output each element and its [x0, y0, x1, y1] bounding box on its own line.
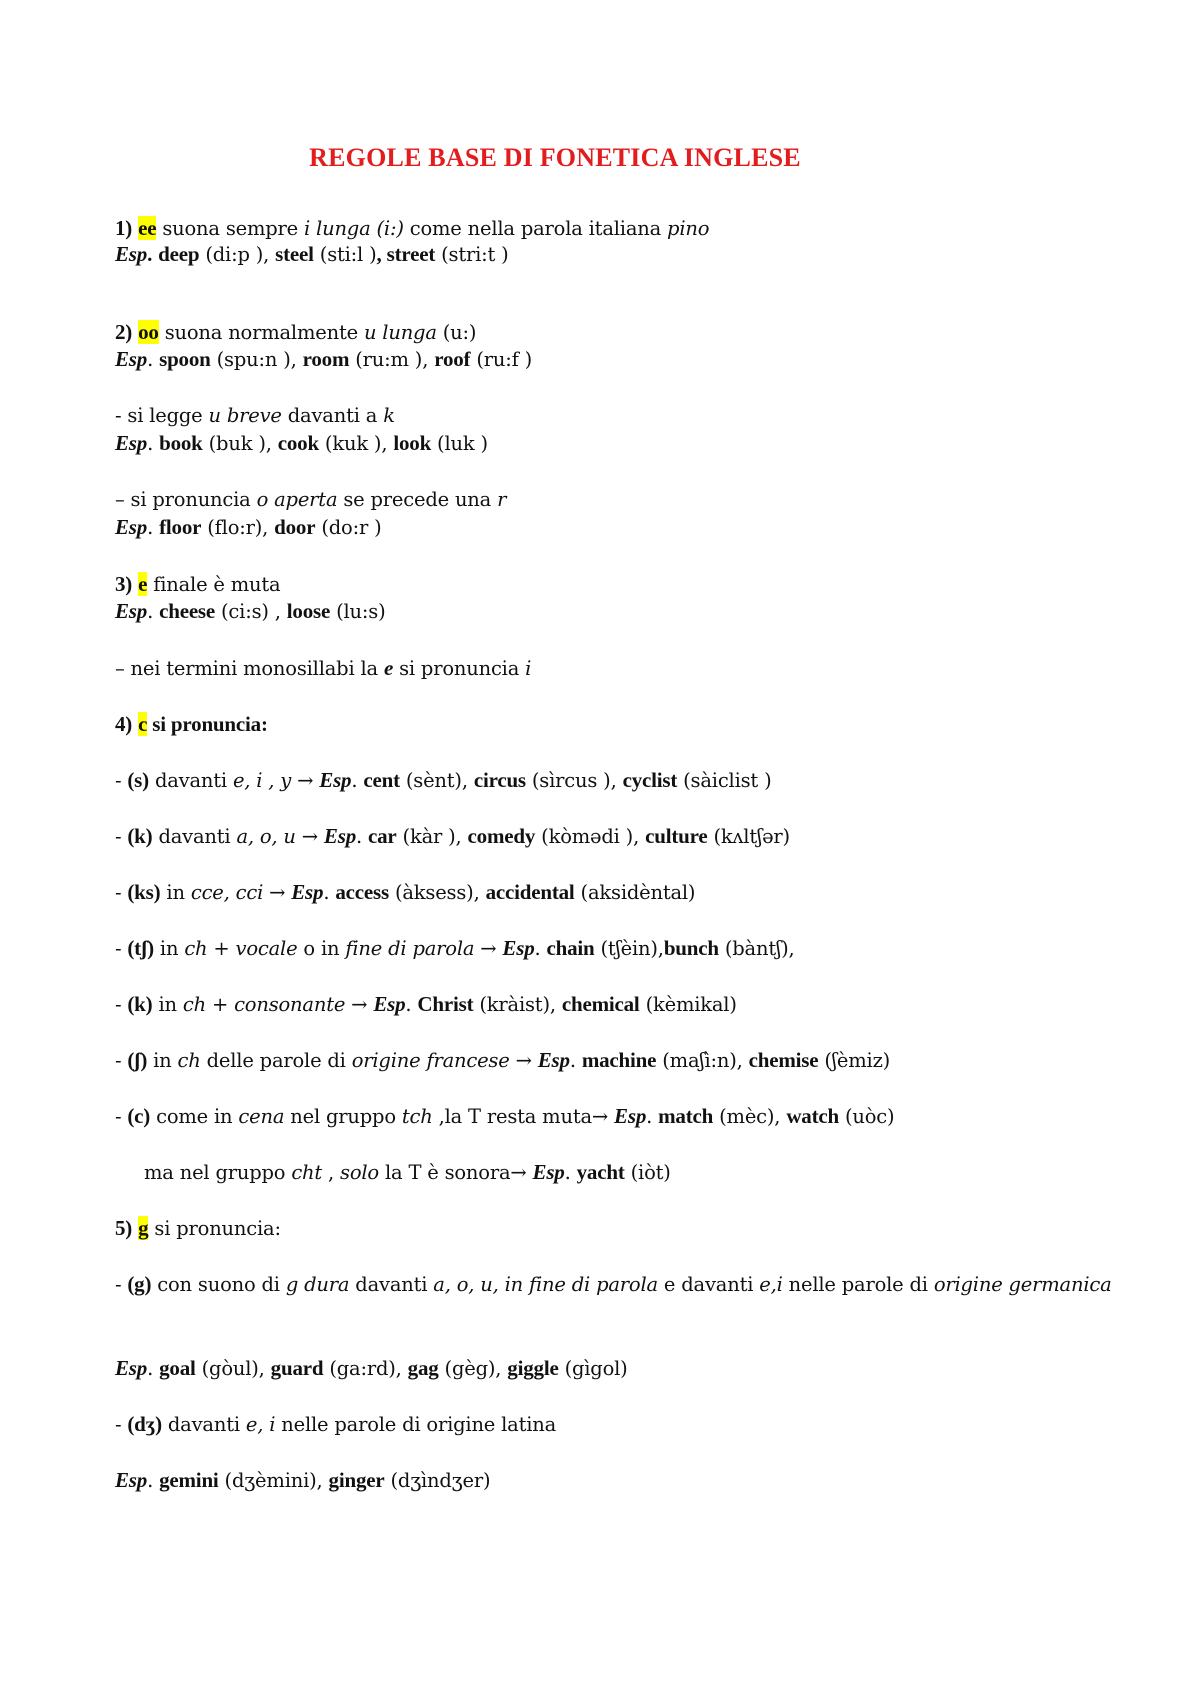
example-word: book [159, 431, 203, 455]
rule-5-g-soft: - (dʒ) davanti e, i nelle parole di origine latina [115, 1412, 557, 1436]
esp-label: Esp [614, 1104, 647, 1128]
rule-2-text: (u:) [436, 321, 477, 344]
phoneme-symbol: (dʒ) [127, 1412, 162, 1436]
line-text: delle parole di [200, 1049, 352, 1072]
phoneme-symbol: (tʃ) [127, 936, 154, 960]
line-text: nel gruppo [284, 1105, 402, 1128]
rule-3-number: 3) [115, 572, 133, 596]
rule-1-italic: i lunga (i:) [304, 217, 404, 240]
arrow: → [591, 1105, 615, 1128]
rule-1-key: ee [138, 216, 157, 240]
rule-4-line-s: - (s) davanti e, i , y → Esp. cent (sènt), circus (sìrcus ), cyclist (sàiclist ) [115, 768, 772, 792]
example-word: cent [363, 768, 400, 792]
line-text: davanti [161, 1413, 246, 1436]
esp-label: Esp [115, 347, 148, 371]
rule-4-heading [115, 710, 268, 739]
pronunciation: (kràist), [473, 993, 562, 1016]
pronunciation: (kèmikal) [639, 993, 737, 1016]
rule-5-g-soft-examples: Esp. gemini (dʒèmini), ginger (dʒìndʒer) [115, 1468, 491, 1492]
phoneme-symbol: (ks) [127, 880, 161, 904]
esp-label: Esp [502, 936, 535, 960]
line-italic: ch [177, 1049, 201, 1072]
line-text: davanti [148, 769, 233, 792]
note-text: ma nel gruppo [144, 1161, 292, 1184]
pronunciation: (di:p ), [199, 243, 276, 266]
example-word: watch [786, 1104, 839, 1128]
esp-label: Esp [115, 431, 148, 455]
example-word: circus [473, 768, 526, 792]
example-word: , street [376, 242, 436, 266]
phoneme-symbol: (ʃ) [127, 1048, 148, 1072]
line-text: davanti [152, 825, 237, 848]
arrow: → [509, 1049, 538, 1072]
example-word: guard [270, 1356, 324, 1380]
rule-4-note: ma nel gruppo cht , solo la T è sonora→ Esp. yacht (iòt) [144, 1160, 671, 1184]
phoneme-symbol: (s) [127, 768, 149, 792]
pronunciation: (kʌltʃər) [707, 825, 790, 848]
pronunciation: (gòul), [195, 1357, 271, 1380]
rule-1-text: suona sempre [156, 217, 305, 240]
example-word: roof [434, 347, 471, 371]
rule-3-heading [115, 570, 280, 599]
rule-3-text: finale è muta [147, 573, 281, 596]
rule-5-g-hard: - (g) con suono di g dura davanti a, o, u, in fine di parola e davanti e,i nelle parole di origine germanica [115, 1272, 1112, 1296]
rule-4-line-k: - (k) davanti a, o, u → Esp. car (kàr ), comedy (kòmədi ), culture (kʌltʃər) [115, 824, 790, 848]
example-word: Christ [417, 992, 474, 1016]
rule-2-subrule-2 [115, 486, 506, 514]
example-word: match [658, 1104, 714, 1128]
rule-2-subrule-1 [115, 402, 395, 430]
rule-4-key: c [138, 712, 148, 736]
line-text: davanti [349, 1273, 434, 1296]
example-word: chemise [748, 1048, 819, 1072]
line-text: o in [297, 937, 346, 960]
pronunciation: (dʒìndʒer) [384, 1469, 491, 1492]
pronunciation: (àksess), [388, 881, 486, 904]
example-word: yacht [576, 1160, 625, 1184]
pronunciation: (dʒèmini), [218, 1469, 329, 1492]
pronunciation: (kàr ), [396, 825, 468, 848]
rule-3-examples: Esp. cheese (ci:s) , loose (lu:s) [115, 599, 386, 623]
pronunciation: (stri:t ) [435, 243, 509, 266]
pronunciation: (bàntʃ), [718, 937, 795, 960]
pronunciation: (gèg), [438, 1357, 508, 1380]
rule-2-heading [115, 318, 476, 347]
esp-label: Esp [537, 1048, 570, 1072]
phoneme-symbol: (g) [127, 1272, 152, 1296]
pronunciation: (ci:s) , [215, 600, 287, 623]
rule-1-heading [115, 214, 709, 243]
rule-5-g-hard-examples: Esp. goal (gòul), guard (ga:rd), gag (gèg), giggle (gìgol) [115, 1356, 628, 1380]
phoneme-symbol: (k) [127, 824, 153, 848]
example-word: culture [645, 824, 708, 848]
rule-4-line-sh: - (ʃ) in ch delle parole di origine francese → Esp. machine (maʃì:n), chemise (ʃèmiz) [115, 1048, 891, 1072]
note-text: la T è sonora [378, 1161, 511, 1184]
rule-3-key: e [138, 572, 148, 596]
esp-label: Esp [532, 1160, 565, 1184]
pronunciation: (kuk ), [318, 432, 394, 455]
subrule-text: – si pronuncia [115, 488, 257, 511]
line-italic: a, o, u, in fine di parola [433, 1273, 658, 1296]
line-italic: ch + vocale [184, 937, 298, 960]
phoneme-symbol: (k) [127, 992, 153, 1016]
rule-1-examples: Esp. deep (di:p ), steel (sti:l ), street (stri:t ) [115, 242, 509, 266]
subrule-text: davanti a [281, 404, 384, 427]
subrule-text: – nei termini monosillabi la [115, 657, 384, 680]
example-word: chemical [561, 992, 640, 1016]
line-italic: e, i [245, 1413, 276, 1436]
esp-label: Esp [323, 824, 357, 848]
document-title: REGOLE BASE DI FONETICA INGLESE [309, 143, 801, 172]
esp-label: Esp [291, 880, 324, 904]
pronunciation: (aksidèntal) [574, 881, 696, 904]
line-text: in [160, 881, 191, 904]
example-word: steel [275, 242, 314, 266]
pronunciation: (ru:f ) [470, 348, 533, 371]
example-word: cheese [159, 599, 216, 623]
line-text: in [152, 993, 183, 1016]
line-text: con suono di [151, 1273, 286, 1296]
arrow: → [295, 825, 324, 848]
pronunciation: (tʃèin), [594, 937, 664, 960]
example-word: comedy [467, 824, 536, 848]
pronunciation: (sti:l ) [313, 243, 377, 266]
line-italic: e,i [759, 1273, 783, 1296]
example-word: deep [158, 242, 200, 266]
subrule-text: - si legge [115, 404, 209, 427]
line-text: come in [150, 1105, 239, 1128]
line-italic: cena [238, 1105, 285, 1128]
pronunciation: (luk ) [431, 432, 488, 455]
example-word: door [274, 515, 316, 539]
note-italic: cht [291, 1161, 323, 1184]
arrow: → [263, 881, 292, 904]
rule-5-number: 5) [115, 1216, 133, 1240]
example-word: room [302, 347, 350, 371]
esp-label: Esp [115, 515, 148, 539]
example-word: look [393, 431, 432, 455]
rule-4-line-ks: - (ks) in cce, cci → Esp. access (àksess), accidental (aksidèntal) [115, 880, 696, 904]
pronunciation: (ga:rd), [323, 1357, 408, 1380]
arrow: → [345, 993, 374, 1016]
rule-2-key: oo [138, 320, 159, 344]
rule-4-text: si pronuncia: [147, 712, 268, 736]
example-word: access [335, 880, 389, 904]
esp-label: Esp [373, 992, 406, 1016]
example-word: spoon [159, 347, 211, 371]
line-italic: e, i , y [232, 769, 292, 792]
pronunciation: (gìgol) [558, 1357, 628, 1380]
example-word: giggle [507, 1356, 559, 1380]
example-word: chain [546, 936, 595, 960]
rule-2-italic: u lunga [363, 321, 437, 344]
line-italic: g dura [285, 1273, 350, 1296]
phoneme-symbol: (c) [127, 1104, 151, 1128]
example-word: machine [581, 1048, 657, 1072]
line-italic: tch [401, 1105, 433, 1128]
example-word: gag [407, 1356, 439, 1380]
subrule-bold: e [383, 656, 394, 680]
example-word: cyclist [622, 768, 678, 792]
esp-label: Esp [115, 599, 148, 623]
esp-label: Esp [115, 242, 148, 266]
rule-5-text: si pronuncia: [148, 1217, 281, 1240]
line-italic: ch + consonante [182, 993, 346, 1016]
pronunciation: (kòmədi ), [535, 825, 646, 848]
example-word: ginger [328, 1468, 385, 1492]
pronunciation: (sènt), [399, 769, 474, 792]
example-word: floor [159, 515, 202, 539]
example-word: cook [277, 431, 319, 455]
line-text: nelle parole di origine latina [275, 1413, 557, 1436]
subrule-italic: i [525, 657, 532, 680]
example-word: goal [159, 1356, 196, 1380]
pronunciation: (ʃèmiz) [818, 1049, 891, 1072]
subrule-italic: k [383, 404, 395, 427]
rule-2-subrule-1-examples: Esp. book (buk ), cook (kuk ), look (luk ) [115, 431, 488, 455]
rule-1-text: come nella parola italiana [403, 217, 668, 240]
pronunciation: (sìrcus ), [525, 769, 623, 792]
line-italic: a, o, u [236, 825, 296, 848]
pronunciation: (iòt) [624, 1161, 671, 1184]
line-text: nelle parole di [782, 1273, 934, 1296]
line-italic: origine germanica [933, 1273, 1112, 1296]
rule-4-number: 4) [115, 712, 133, 736]
rule-4-line-k-consonant: - (k) in ch + consonante → Esp. Christ (kràist), chemical (kèmikal) [115, 992, 737, 1016]
rule-1-italic: pino [667, 217, 710, 240]
pronunciation: (flo:r), [201, 516, 275, 539]
subrule-text: si pronuncia [393, 657, 526, 680]
rule-2-examples: Esp. spoon (spu:n ), room (ru:m ), roof (ru:f ) [115, 347, 533, 371]
rule-2-subrule-2-examples: Esp. floor (flo:r), door (do:r ) [115, 515, 382, 539]
subrule-italic: u breve [208, 404, 282, 427]
esp-label: Esp [319, 768, 352, 792]
arrow: → [291, 769, 320, 792]
esp-label: Esp [115, 1468, 148, 1492]
arrow: → [510, 1161, 533, 1184]
example-word: gemini [159, 1468, 219, 1492]
rule-3-subrule [115, 654, 531, 683]
note-italic: solo [340, 1161, 379, 1184]
line-text: in [147, 1049, 178, 1072]
pronunciation: (spu:n ), [210, 348, 303, 371]
arrow: → [474, 937, 503, 960]
line-italic: fine di parola [345, 937, 475, 960]
rule-5-key: g [138, 1216, 149, 1240]
note-text: , [322, 1161, 341, 1184]
line-text: ,la T resta muta [432, 1105, 592, 1128]
example-word: accidental [485, 880, 575, 904]
example-word: bunch [663, 936, 719, 960]
subrule-italic: r [497, 488, 507, 511]
line-italic: origine francese [351, 1049, 510, 1072]
pronunciation: (lu:s) [330, 600, 386, 623]
rule-5-heading [115, 1214, 281, 1243]
example-word: loose [286, 599, 331, 623]
rule-2-text: suona normalmente [158, 321, 364, 344]
pronunciation: (do:r ) [315, 516, 382, 539]
pronunciation: (buk ), [202, 432, 278, 455]
pronunciation: (uòc) [838, 1105, 895, 1128]
line-italic: cce, cci [190, 881, 264, 904]
line-text: e davanti [657, 1273, 760, 1296]
subrule-text: se precede una [337, 488, 498, 511]
rule-1-number: 1) [115, 216, 133, 240]
pronunciation: (sàiclist ) [677, 769, 772, 792]
pronunciation: (mèc), [713, 1105, 787, 1128]
pronunciation: (maʃì:n), [656, 1049, 749, 1072]
pronunciation: (ru:m ), [349, 348, 435, 371]
rule-4-line-tsh: - (tʃ) in ch + vocale o in fine di parola → Esp. chain (tʃèin),bunch (bàntʃ), [115, 936, 795, 960]
line-text: in [153, 937, 185, 960]
example-word: car [368, 824, 397, 848]
rule-2-number: 2) [115, 320, 133, 344]
esp-label: Esp [115, 1356, 148, 1380]
rule-4-line-c: - (c) come in cena nel gruppo tch ,la T resta muta→ Esp. match (mèc), watch (uòc) [115, 1104, 895, 1128]
subrule-italic: o aperta [256, 488, 338, 511]
